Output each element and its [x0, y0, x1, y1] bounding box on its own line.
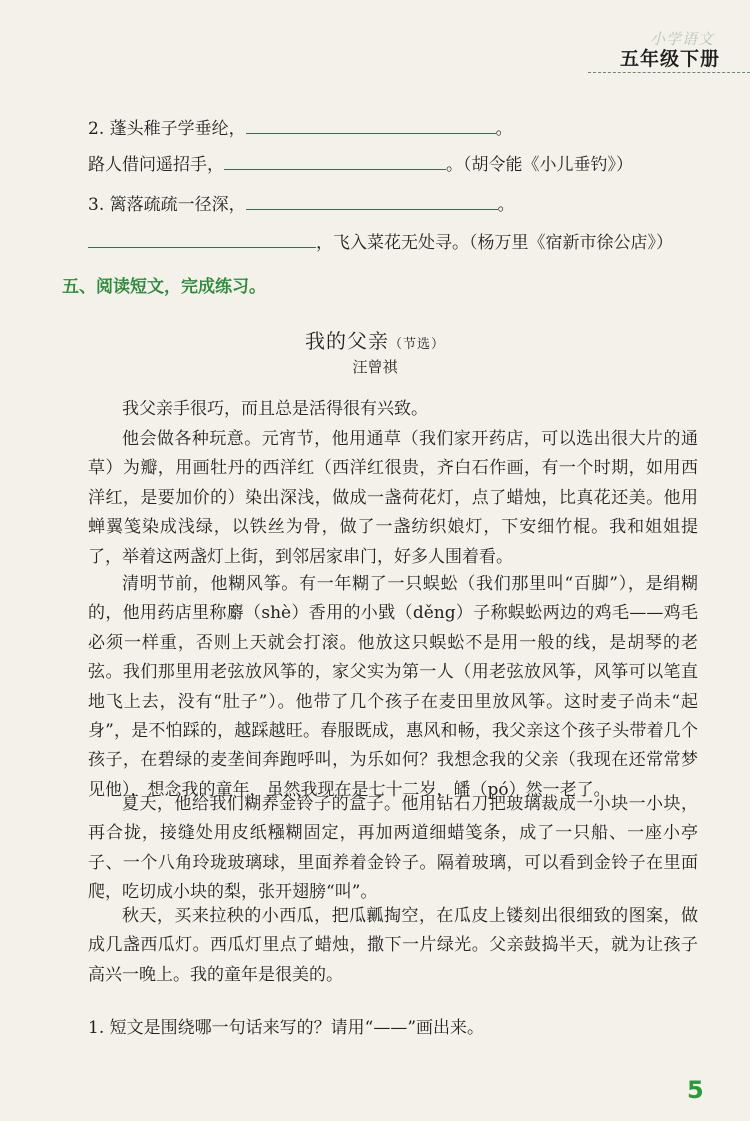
header-decoration: 小学语文 — [650, 30, 715, 48]
article-title-note: （节选） — [388, 337, 445, 352]
header-divider — [588, 72, 750, 73]
article-paragraph-5: 秋天，买来拉秧的小西瓜，把瓜瓤掏空，在瓜皮上镂刻出很细致的图案，做成几盏西瓜灯。西瓜灯里点了蜡烛，撒下一片绿光。父亲鼓捣半天，就为让孩子高兴一晚上。我的童年是很美的。 — [88, 906, 698, 985]
poem-2-source: 。（胡令能《小儿垂钓》） — [446, 155, 633, 175]
article-title-text: 我的父亲 — [304, 329, 389, 353]
page-number: 5 — [687, 1076, 704, 1104]
poem-period: 。 — [497, 195, 515, 215]
poem-3-line-1 — [88, 193, 515, 216]
section-heading: 五、阅读短文，完成练习。 — [62, 277, 266, 297]
article-paragraph-4: 夏天，他给我们糊养金铃子的盒子。他用钻石刀把玻璃裁成一小块一小块，再合拢，接缝处用皮纸糨糊固定，再加两道细蜡笺条，成了一只船、一座小亭子、一个八角玲珑玻璃球，里面养着金铃子。隔着玻璃，可以看到金铃子在里面爬，吃切成小块的梨，张开翅膀“叫”。 — [88, 794, 698, 903]
article-author: 汪曾祺 — [352, 358, 398, 376]
blank-3a[interactable] — [246, 193, 498, 210]
article-paragraph-3: 清明节前，他糊风筝。有一年糊了一只蜈蚣（我们那里叫“百脚”），是绢糊的，他用药店里称麝（shè）香用的小戥（děng）子称蜈蚣两边的鸡毛——鸡毛必须一样重，否则上天就会打滚。他放这只蜈蚣不是用一般的线，是胡琴的老弦。我们那里用老弦放风筝的，家父实为第一人（用老弦放风筝，风筝可以笔直地飞上去，没有“肚子”）。他带了几个孩子在麦田里放风筝。这时麦子尚未“起身”，是不怕踩的，越踩越旺。春服既成，惠风和畅，我父亲这个孩子头带着几个孩子，在碧绿的麦垄间奔跑呼叫，为乐如何？我想念我的父亲（我现在还常常梦见他），想念我的童年，虽然我现在是七十二岁，皤（pó）然一老了。 — [88, 574, 698, 800]
poem-2-first-half: 2. 蓬头稚子学垂纶， — [88, 119, 246, 139]
poem-2-line-1 — [88, 117, 513, 140]
article-title — [0, 325, 750, 354]
blank-3b[interactable] — [88, 231, 316, 248]
poem-3-line-2 — [88, 231, 673, 254]
poem-2-second-start: 路人借问遥招手， — [88, 155, 224, 175]
blank-2a[interactable] — [246, 117, 496, 134]
poem-3-source: ，飞入菜花无处寻。（杨万里《宿新市徐公店》） — [316, 233, 673, 253]
article-paragraph-1: 我父亲手很巧，而且总是活得很有兴致。 — [122, 399, 428, 419]
question-1: 1. 短文是围绕哪一句话来写的？请用“——”画出来。 — [88, 1018, 485, 1038]
article-paragraph-2: 他会做各种玩意。元宵节，他用通草（我们家开药店，可以选出很大片的通草）为瓣，用画牡丹的西洋红（西洋红很贵，齐白石作画，有一个时期，如用西洋红，是要加价的）染出深浅，做成一盏荷花灯，点了蜡烛，比真花还美。他用蝉翼笺染成浅绿，以铁丝为骨，做了一盏纺织娘灯，下安细竹棍。我和姐姐提了，举着这两盏灯上街，到邻居家串门，好多人围着看。 — [88, 429, 698, 567]
poem-period: 。 — [495, 119, 513, 139]
poem-2-line-2 — [88, 153, 633, 176]
blank-2b[interactable] — [224, 153, 446, 170]
poem-3-first-half: 3. 篱落疏疏一径深， — [88, 195, 246, 215]
grade-label: 五年级下册 — [620, 48, 721, 70]
